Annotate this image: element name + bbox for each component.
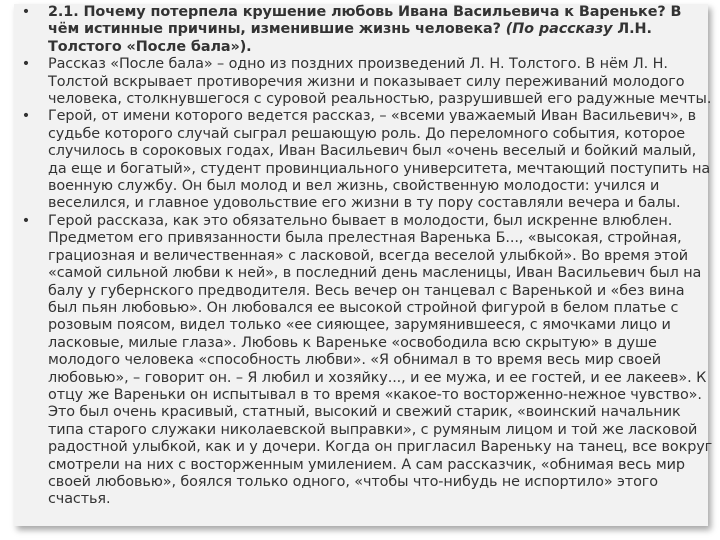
paragraph-text: Герой рассказа, как это обязательно бывает в молодости, был искренне влюблен. Предметом его привязанности была прелестная Варенька Б..., «высокая, стройная, грациозная и величественная» с ласковой, всегда веселой улыбкой». Во время этой «самой сильной любви к ней», в последний день масленицы, Иван Васильевич был на балу у губернского предводителя. Весь вечер он танцевал с Варенькой и «без вина был пьян любовью». Он любовался ее высокой стройной фигурой в белом платье с розовым поясом, видел только «ее сияющее, зарумянившееся, с ямочками лицо и ласковые, милые глаза». Любовь к Вареньке «освободила всю скрытую» в душе молодого человека «способность любви». «Я обнимал в то время весь мир своей любовью», – говорит он. – Я любил и хозяйку..., и ее мужа, и ее гостей, и ее лакеев». К отцу же Вареньки он испытывал в то время «какое-то восторженно-нежное чувство». Это был очень красивый, статный, высокий и свежий старик, «воинский начальник типа старого служаки николаевской выправки», с румяным лицом и той же ласковой радостной улыбкой, как и у дочери. Когда он пригласил Вареньку на танец, все вокруг смотрели на них с восторженным умилением. А сам рассказчик, «обнимая весь мир своей любовью», боялся только одного, «чтобы что-нибудь не испортило» этого счастья. <box>48 212 713 508</box>
bullet-item-hero <box>21 108 716 212</box>
bullet-item-intro <box>21 56 716 108</box>
title-italic: (По рассказу <box>505 21 613 38</box>
bullet-dot-icon: • <box>21 212 31 229</box>
paragraph-text: Герой, от имени которого ведется рассказ, – «всеми уважаемый Иван Васильевич», в судьбе которого случай сыграл решающую роль. До переломного события, которое случилось в сороковых годах, Иван Васильевич был «очень веселый и бойкий малый, да еще и богатый», студент провинциального университета, мечтающий поступить на военную службу. Он был молод и вел жизнь, свойственную молодости: учился и веселился, и главное удовольствие его жизни в ту пору составляли вечера и балы. <box>48 108 711 212</box>
bullet-item-title <box>21 4 716 56</box>
bullet-dot-icon: • <box>21 4 31 20</box>
bullet-item-love <box>21 212 716 509</box>
bullet-dot-icon: • <box>21 56 31 73</box>
title-question: Почему потерпела крушение любовь Ивана Васильевича к Вареньке? В чём истинные причины, изменившие жизнь человека? <box>48 4 682 38</box>
bullet-dot-icon: • <box>21 108 31 125</box>
title-tail: Л.Н. Толстого «После бала»). <box>48 21 652 55</box>
bullet-list <box>21 4 716 509</box>
paragraph-text: Рассказ «После бала» – одно из поздних произведений Л. Н. Толстого. В нём Л. Н. Толстой вскрывает противоречия жизни и показывает силу переживаний молодого человека, столкнувшегося с суровой реальностью, разрушившей его радужные мечты. <box>48 56 712 108</box>
slide <box>14 4 713 526</box>
title-number: 2.1. <box>48 4 79 20</box>
